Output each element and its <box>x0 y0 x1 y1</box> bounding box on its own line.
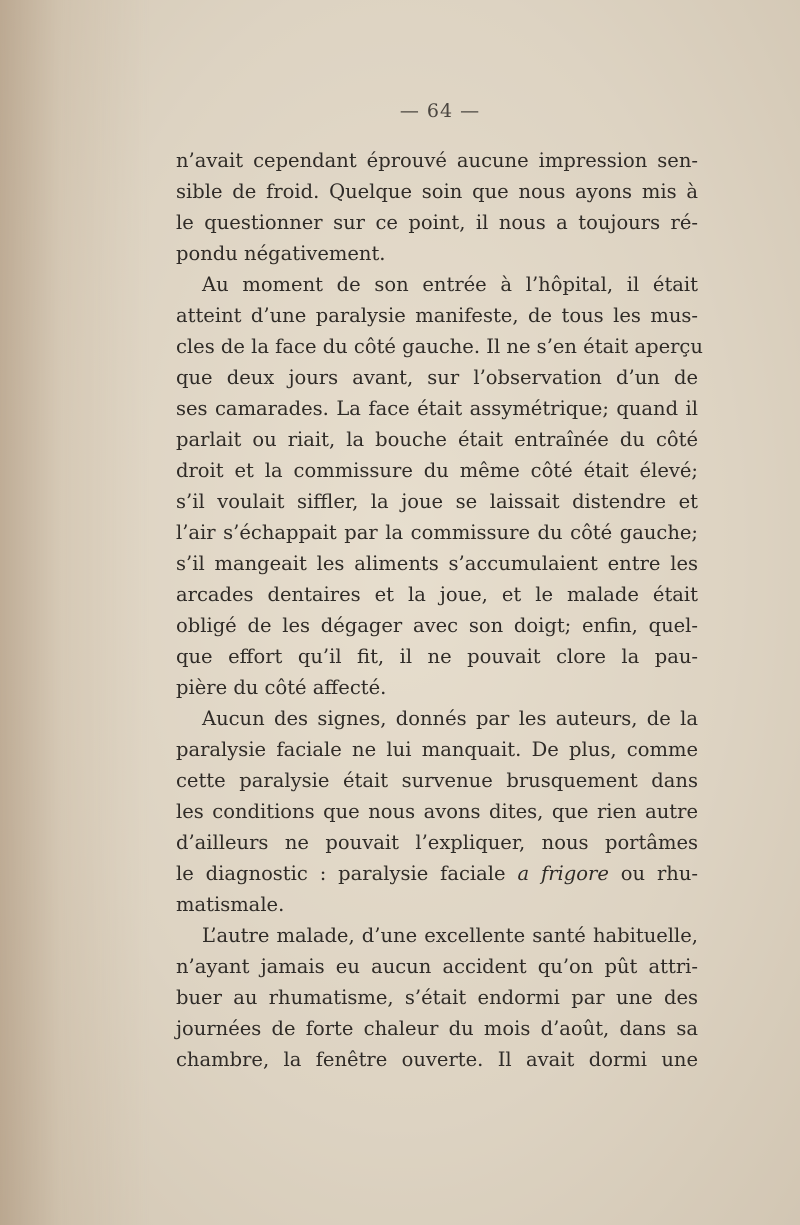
text-line: n’avait cependant éprouvé aucune impression sen- <box>176 149 698 172</box>
text-line: paralysie faciale ne lui manquait. De plus, comme <box>176 738 698 761</box>
text-line: n’ayant jamais eu aucun accident qu’on pût attri- <box>176 955 698 978</box>
line-tail: ou rhu- <box>608 862 698 885</box>
text-line: le questionner sur ce point, il nous a toujours ré- <box>176 211 698 234</box>
text-line: l’air s’échappait par la commissure du côté gauche; <box>176 521 698 544</box>
text-line: pière du côté affecté. <box>176 676 387 699</box>
text-line: cles de la face du côté gauche. Il ne s’en était aperçu <box>176 335 703 358</box>
text-line: buer au rhumatisme, s’était endormi par une des <box>176 986 698 1009</box>
text-line: s’il voulait siffler, la joue se laissait distendre et <box>176 490 698 513</box>
text-line: droit et la commissure du même côté était élevé; <box>176 459 698 482</box>
text-line: matismale. <box>176 893 285 916</box>
text-line: arcades dentaires et la joue, et le malade était <box>176 583 698 606</box>
text-line: ses camarades. La face était assymétrique; quand il <box>176 397 698 420</box>
text-line: pondu négativement. <box>176 242 386 265</box>
text-line: s’il mangeait les aliments s’accumulaient entre les <box>176 552 698 575</box>
text-line: sible de froid. Quelque soin que nous ayons mis à <box>176 180 698 203</box>
line-text: le diagnostic : paralysie faciale <box>176 862 518 885</box>
italic-term: a frigore <box>517 862 609 885</box>
text-line: les conditions que nous avons dites, que rien autre <box>176 800 698 823</box>
text-line: d’ailleurs ne pouvait l’expliquer, nous portâmes <box>176 831 698 854</box>
text-line: que deux jours avant, sur l’observation d’un de <box>176 366 698 389</box>
text-line: journées de forte chaleur du mois d’août, dans sa <box>176 1017 698 1040</box>
paragraph-start-line: Au moment de son entrée à l’hôpital, il était <box>202 273 698 296</box>
text-line: cette paralysie était survenue brusquement dans <box>176 769 698 792</box>
text-line-with-italic <box>176 859 698 889</box>
text-line: parlait ou riait, la bouche était entraînée du côté <box>176 428 698 451</box>
text-line: atteint d’une paralysie manifeste, de tous les mus- <box>176 304 698 327</box>
page-number: — 64 — <box>399 100 481 122</box>
paragraph-start-line: Aucun des signes, donnés par les auteurs, de la <box>202 707 698 730</box>
text-line: chambre, la fenêtre ouverte. Il avait dormi une <box>176 1048 698 1071</box>
text-line: obligé de les dégager avec son doigt; enfin, quel- <box>176 614 698 637</box>
paragraph-start-line: L’autre malade, d’une excellente santé habituelle, <box>202 924 698 947</box>
text-line: que effort qu’il fit, il ne pouvait clore la pau- <box>176 645 698 668</box>
